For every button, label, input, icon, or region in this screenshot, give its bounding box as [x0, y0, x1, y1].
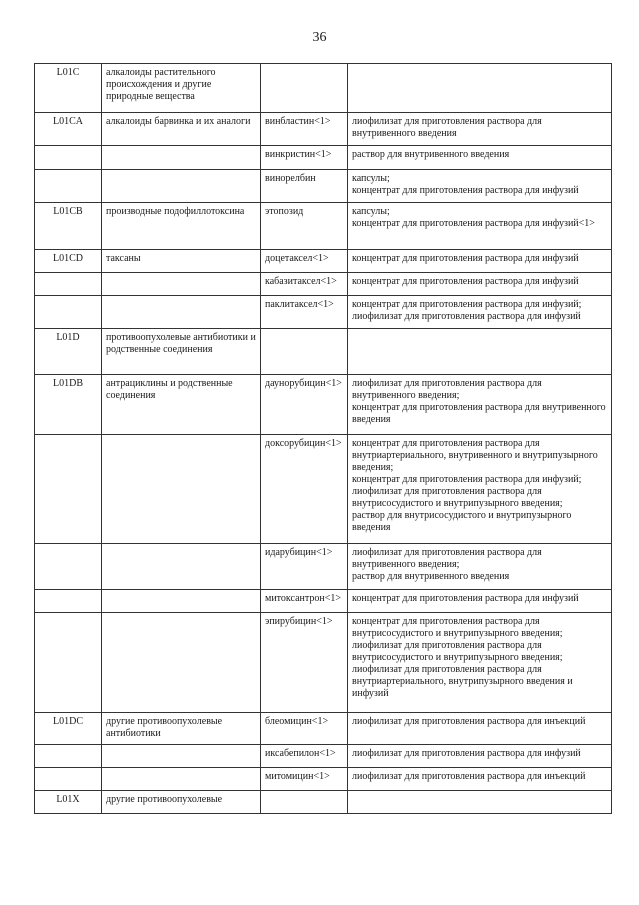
drug-name: митомицин<1> — [261, 768, 348, 791]
atc-code — [35, 170, 102, 203]
group-name: таксаны — [102, 250, 261, 273]
atc-code: L01DC — [35, 713, 102, 745]
group-name: антрациклины и родственные соединения — [102, 375, 261, 435]
table-row — [35, 613, 612, 713]
drug-name: доцетаксел<1> — [261, 250, 348, 273]
dosage-form: лиофилизат для приготовления раствора для инъекций — [348, 768, 612, 791]
dosage-form — [348, 329, 612, 375]
atc-code — [35, 146, 102, 170]
drug-name: идарубицин<1> — [261, 544, 348, 590]
group-name — [102, 768, 261, 791]
group-name — [102, 296, 261, 329]
table-row — [35, 768, 612, 791]
atc-code: L01C — [35, 64, 102, 113]
group-name: алкалоиды барвинка и их аналоги — [102, 113, 261, 146]
table-row — [35, 375, 612, 435]
table-row — [35, 203, 612, 250]
table-row — [35, 64, 612, 113]
page-number: 36 — [312, 30, 327, 45]
table-row — [35, 544, 612, 590]
drug-name: кабазитаксел<1> — [261, 273, 348, 296]
table-row — [35, 713, 612, 745]
drug-name: эпирубицин<1> — [261, 613, 348, 713]
dosage-form: концентрат для приготовления раствора для внутриартериального, внутривенного и внутрипузырного введения; концентрат для приготовления раствора для инфузий; лиофилизат для приготовления раствора для внутрисосудистого и внутрипузырного введения; раствор для внутрисосудистого и внутрипузырного введения — [348, 435, 612, 544]
atc-code — [35, 544, 102, 590]
group-name — [102, 590, 261, 613]
drug-name: доксорубицин<1> — [261, 435, 348, 544]
drug-name: митоксантрон<1> — [261, 590, 348, 613]
group-name: алкалоиды растительного происхождения и другие природные вещества — [102, 64, 261, 113]
dosage-form: лиофилизат для приготовления раствора для внутривенного введения — [348, 113, 612, 146]
atc-code — [35, 590, 102, 613]
group-name — [102, 170, 261, 203]
drug-name: винбластин<1> — [261, 113, 348, 146]
dosage-form: концентрат для приготовления раствора для внутрисосудистого и внутрипузырного введения; лиофилизат для приготовления раствора для внутрисосудистого и внутрипузырного введения; лиофилизат для приготовления раствора для внутриартериального, внутрипузырного введения и инфузий — [348, 613, 612, 713]
table-row — [35, 791, 612, 814]
table-row — [35, 590, 612, 613]
table-row — [35, 146, 612, 170]
dosage-form — [348, 791, 612, 814]
dosage-form: капсулы; концентрат для приготовления раствора для инфузий<1> — [348, 203, 612, 250]
atc-code: L01CA — [35, 113, 102, 146]
atc-code: L01CB — [35, 203, 102, 250]
dosage-form: концентрат для приготовления раствора для инфузий — [348, 273, 612, 296]
group-name — [102, 273, 261, 296]
atc-code: L01CD — [35, 250, 102, 273]
table-row — [35, 329, 612, 375]
drug-name: блеомицин<1> — [261, 713, 348, 745]
dosage-form: лиофилизат для приготовления раствора для инфузий — [348, 745, 612, 768]
group-name — [102, 613, 261, 713]
atc-code — [35, 273, 102, 296]
group-name — [102, 435, 261, 544]
atc-code — [35, 435, 102, 544]
atc-code: L01D — [35, 329, 102, 375]
atc-code — [35, 296, 102, 329]
dosage-form: концентрат для приготовления раствора для инфузий — [348, 590, 612, 613]
dosage-form: лиофилизат для приготовления раствора для внутривенного введения; концентрат для приготовления раствора для внутривенного введения — [348, 375, 612, 435]
table-row — [35, 250, 612, 273]
group-name: другие противоопухолевые антибиотики — [102, 713, 261, 745]
atc-code — [35, 745, 102, 768]
dosage-form: лиофилизат для приготовления раствора для внутривенного введения; раствор для внутривенного введения — [348, 544, 612, 590]
drug-name: винкристин<1> — [261, 146, 348, 170]
drug-name — [261, 64, 348, 113]
drug-name: паклитаксел<1> — [261, 296, 348, 329]
group-name: другие противоопухолевые — [102, 791, 261, 814]
drug-name: даунорубицин<1> — [261, 375, 348, 435]
dosage-form: лиофилизат для приготовления раствора для инъекций — [348, 713, 612, 745]
drug-table — [34, 63, 612, 814]
dosage-form — [348, 64, 612, 113]
table-row — [35, 113, 612, 146]
table-row — [35, 745, 612, 768]
drug-name — [261, 791, 348, 814]
dosage-form: концентрат для приготовления раствора для инфузий; лиофилизат для приготовления раствора для инфузий — [348, 296, 612, 329]
drug-name: иксабепилон<1> — [261, 745, 348, 768]
group-name — [102, 544, 261, 590]
dosage-form: раствор для внутривенного введения — [348, 146, 612, 170]
atc-code — [35, 613, 102, 713]
atc-code: L01DB — [35, 375, 102, 435]
drug-name — [261, 329, 348, 375]
table-row — [35, 170, 612, 203]
table-row — [35, 296, 612, 329]
table-row — [35, 435, 612, 544]
dosage-form: концентрат для приготовления раствора для инфузий — [348, 250, 612, 273]
group-name — [102, 745, 261, 768]
drug-name: винорелбин — [261, 170, 348, 203]
atc-code — [35, 768, 102, 791]
drug-name: этопозид — [261, 203, 348, 250]
group-name — [102, 146, 261, 170]
group-name: производные подофиллотоксина — [102, 203, 261, 250]
dosage-form: капсулы; концентрат для приготовления раствора для инфузий — [348, 170, 612, 203]
table-row — [35, 273, 612, 296]
group-name: противоопухолевые антибиотики и родственные соединения — [102, 329, 261, 375]
atc-code: L01X — [35, 791, 102, 814]
